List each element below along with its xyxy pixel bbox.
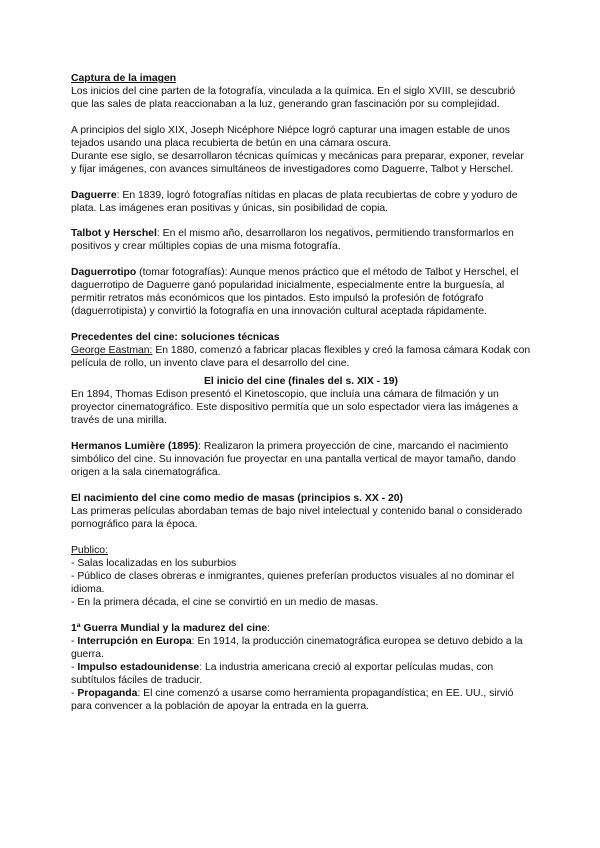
guerra-item-3: - Propaganda: El cine comenzó a usarse como herramienta propagandística; en EE. UU., sirvió para convencer a la población de apoyar la entrada en la guerra. (71, 688, 514, 713)
captura-paragraph-3: Durante ese siglo, se desarrollaron técnicas químicas y mecánicas para preparar, exponer, revelar y fijar imágenes, con avances simultáneos de investigadores como Daguerre, Talbot y Herschel. (71, 150, 524, 176)
section-title-nacimiento: El nacimiento del cine como medio de masas (principios s. XX - 20) (71, 492, 404, 504)
daguerre-term: Daguerre (71, 189, 117, 201)
talbot-term: Talbot y Herschel (71, 228, 157, 240)
publico-item-1: - Salas localizadas en los suburbios (71, 557, 237, 569)
daguerrotipo-paragraph: Daguerrotipo (tomar fotografías): Aunque menos práctico que el método de Talbot y Herschel, el daguerrotipo de Daguerre ganó popularidad inicialmente, especialmente entre la burguesía, al permitir retratos más económicos que los pintados. Esto impulsó la profesión de fotógrafo (daguerrotipista) y convirtió la fotografía en una innovación cultural aceptada rápidamente. (71, 267, 519, 318)
publico-item-2: - Público de clases obreras e inmigrantes, quienes preferían productos visuales al no dominar el idioma. (71, 570, 514, 595)
document-page (71, 72, 531, 713)
guerra-item-1: - Interrupción en Europa: En 1914, la producción cinematográfica europea se detuvo debido a la guerra. (71, 635, 523, 660)
publico-label: Publico: (71, 544, 108, 556)
daguerrotipo-term: Daguerrotipo (71, 267, 137, 279)
nacimiento-paragraph: Las primeras películas abordaban temas de bajo nivel intelectual y contenido banal o considerado pornográfico para la época. (71, 505, 523, 531)
section-title-precedentes: Precedentes del cine: soluciones técnicas (71, 331, 280, 343)
talbot-paragraph: Talbot y Herschel: En el mismo año, desarrollaron los negativos, permitiendo transformarlos en positivos y crear múltiples copias de una misma fotografía. (71, 228, 514, 253)
eastman-term: George Eastman: (71, 345, 153, 356)
section-title-captura: Captura de la imagen (71, 73, 177, 84)
eastman-paragraph: George Eastman: En 1880, comenzó a fabricar placas flexibles y creó la famosa cámara Kodak con película de rollo, un invento clave para el desarrollo del cine. (71, 345, 531, 370)
daguerre-paragraph: Daguerre: En 1839, logró fotografías nítidas en placas de plata recubiertas de cobre y yoduro de plata. Las imágenes eran positivas y únicas, sin posibilidad de copia. (71, 189, 518, 214)
guerra-item-2: - Impulso estadounidense: La industria americana creció al exportar películas mudas, con subtítulos fáciles de traducir. (71, 661, 494, 686)
lumiere-term: Hermanos Lumière (1895) (71, 441, 199, 453)
captura-paragraph-1: Los inicios del cine parten de la fotografía, vinculada a la química. En el siglo XVIII, se descubrió que las sales de plata reaccionaban a la luz, generando gran fascinación por su complejidad. (71, 86, 516, 111)
publico-item-3: - En la primera década, el cine se convirtió en un medio de masas. (71, 597, 379, 608)
lumiere-paragraph: Hermanos Lumière (1895): Realizaron la primera proyección de cine, marcando el nacimiento simbólico del cine. Su innovación fue proyectar en una pantalla vertical de mayor tamaño, dando origen a la sala cinematográfica. (71, 441, 516, 479)
captura-paragraph-2: A principios del siglo XIX, Joseph Nicéphore Niépce logró capturar una imagen estable de unos tejados usando una placa recubierta de betún en una cámara oscura. (71, 124, 510, 149)
section-title-guerra: 1ª Guerra Mundial y la madurez del cine: (71, 622, 271, 634)
section-title-inicio: El inicio del cine (finales del s. XIX - 19) (203, 376, 399, 388)
inicio-paragraph: En 1894, Thomas Edison presentó el Kinetoscopio, que incluía una cámara de filmación y un proyector cinematográfico. Este dispositivo permitía que un solo espectador viera las imágenes a través de una mirilla. (71, 389, 519, 427)
